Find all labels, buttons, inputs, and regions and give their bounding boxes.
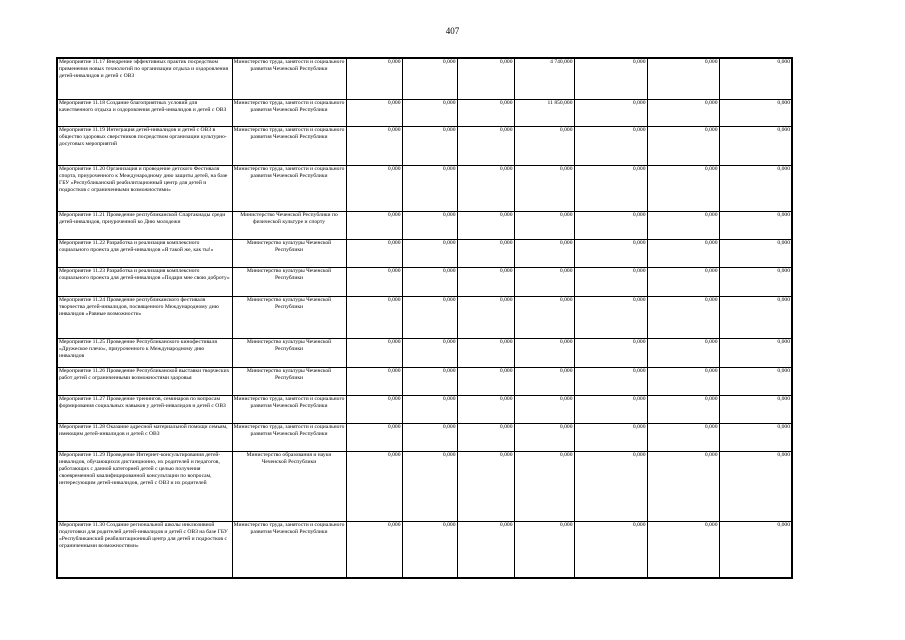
funding-value-cell: 0,000 bbox=[402, 58, 457, 99]
funding-value-cell: 0,000 bbox=[574, 211, 647, 239]
executor-cell: Министерство образования и науки Чеченской Республики bbox=[232, 451, 346, 521]
funding-value-cell: 0,000 bbox=[574, 267, 647, 296]
funding-value-cell: 0,000 bbox=[719, 395, 792, 423]
funding-value-cell: 0,000 bbox=[514, 211, 574, 239]
funding-value-cell: 0,000 bbox=[719, 126, 792, 165]
executor-cell: Министерство труда, занятости и социального развития Чеченской Республики bbox=[232, 165, 346, 211]
funding-value-cell: 0,000 bbox=[457, 239, 514, 267]
funding-value-cell: 0,000 bbox=[574, 239, 647, 267]
activity-name-cell: Мероприятие 11.21 Проведение республиканской Спартакиады среди детей-инвалидов, приуроченной ко Дню молодежи bbox=[57, 211, 232, 239]
funding-value-cell: 0,000 bbox=[647, 126, 719, 165]
activity-name-cell: Мероприятие 11.28 Оказание адресной материальной помощи семьям, имеющим детей-инвалидов и детей с ОВЗ bbox=[57, 423, 232, 451]
executor-cell: Министерство культуры Чеченской Республики bbox=[232, 296, 346, 338]
funding-value-cell: 0,000 bbox=[647, 296, 719, 338]
executor-cell: Министерство культуры Чеченской Республики bbox=[232, 338, 346, 367]
executor-cell: Министерство Чеченской Республики по физической культуре и спорту bbox=[232, 211, 346, 239]
funding-value-cell: 0,000 bbox=[457, 521, 514, 578]
funding-value-cell: 0,000 bbox=[402, 239, 457, 267]
funding-value-cell: 0,000 bbox=[346, 338, 402, 367]
funding-value-cell: 0,000 bbox=[346, 521, 402, 578]
funding-value-cell: 0,000 bbox=[457, 267, 514, 296]
executor-cell: Министерство культуры Чеченской Республики bbox=[232, 239, 346, 267]
funding-value-cell: 0,000 bbox=[514, 296, 574, 338]
executor-cell: Министерство труда, занятости и социального развития Чеченской Республики bbox=[232, 126, 346, 165]
funding-value-cell: 0,000 bbox=[457, 338, 514, 367]
funding-value-cell: 0,000 bbox=[719, 451, 792, 521]
funding-value-cell: 0,000 bbox=[346, 296, 402, 338]
funding-value-cell: 0,000 bbox=[346, 165, 402, 211]
funding-value-cell: 0,000 bbox=[346, 126, 402, 165]
funding-value-cell: 0,000 bbox=[514, 165, 574, 211]
table-row bbox=[57, 338, 792, 367]
funding-value-cell: 0,000 bbox=[574, 423, 647, 451]
funding-value-cell: 0,000 bbox=[402, 451, 457, 521]
budget-table bbox=[56, 57, 793, 579]
funding-value-cell: 0,000 bbox=[719, 296, 792, 338]
funding-value-cell: 11 850,000 bbox=[514, 99, 574, 126]
activity-name-cell: Мероприятие 11.25 Проведение Республиканского кинофестиваля «Дружеское плечо», приуроченного к Международному дню инвалидов bbox=[57, 338, 232, 367]
funding-value-cell: 0,000 bbox=[457, 367, 514, 395]
activity-name-cell: Мероприятие 11.26 Проведение Республиканской выставки творческих работ детей с ограниченными возможностями здоровья bbox=[57, 367, 232, 395]
funding-value-cell: 0,000 bbox=[514, 338, 574, 367]
funding-value-cell: 0,000 bbox=[647, 99, 719, 126]
table-row bbox=[57, 451, 792, 521]
funding-value-cell: 0,000 bbox=[514, 367, 574, 395]
table-row bbox=[57, 267, 792, 296]
executor-cell: Министерство культуры Чеченской Республики bbox=[232, 367, 346, 395]
funding-value-cell: 0,000 bbox=[574, 451, 647, 521]
table-row bbox=[57, 211, 792, 239]
funding-value-cell: 0,000 bbox=[719, 338, 792, 367]
funding-value-cell: 0,000 bbox=[647, 521, 719, 578]
funding-value-cell: 0,000 bbox=[574, 521, 647, 578]
funding-value-cell: 0,000 bbox=[647, 165, 719, 211]
funding-value-cell: 0,000 bbox=[719, 367, 792, 395]
table-row bbox=[57, 126, 792, 165]
funding-value-cell: 0,000 bbox=[647, 367, 719, 395]
funding-value-cell: 0,000 bbox=[346, 395, 402, 423]
funding-value-cell: 0,000 bbox=[574, 338, 647, 367]
funding-value-cell: 0,000 bbox=[574, 58, 647, 99]
funding-value-cell: 0,000 bbox=[514, 267, 574, 296]
funding-value-cell: 0,000 bbox=[647, 58, 719, 99]
table-row bbox=[57, 296, 792, 338]
table-row bbox=[57, 395, 792, 423]
funding-value-cell: 0,000 bbox=[574, 165, 647, 211]
activity-name-cell: Мероприятие 11.23 Разработка и реализация комплексного социального проекта для детей-инвалидов «Подари мне свою доброту» bbox=[57, 267, 232, 296]
table-row bbox=[57, 165, 792, 211]
table-row bbox=[57, 239, 792, 267]
funding-value-cell: 0,000 bbox=[402, 99, 457, 126]
table-row bbox=[57, 423, 792, 451]
funding-value-cell: 0,000 bbox=[402, 126, 457, 165]
funding-value-cell: 0,000 bbox=[647, 239, 719, 267]
funding-value-cell: 0,000 bbox=[402, 423, 457, 451]
funding-value-cell: 0,000 bbox=[457, 126, 514, 165]
funding-value-cell: 0,000 bbox=[346, 211, 402, 239]
funding-value-cell: 0,000 bbox=[514, 521, 574, 578]
funding-value-cell: 0,000 bbox=[457, 395, 514, 423]
funding-value-cell: 0,000 bbox=[647, 395, 719, 423]
funding-value-cell: 0,000 bbox=[457, 58, 514, 99]
funding-value-cell: 0,000 bbox=[647, 423, 719, 451]
funding-value-cell: 0,000 bbox=[457, 296, 514, 338]
funding-value-cell: 0,000 bbox=[647, 267, 719, 296]
funding-value-cell: 0,000 bbox=[346, 58, 402, 99]
funding-value-cell: 0,000 bbox=[719, 239, 792, 267]
funding-value-cell: 0,000 bbox=[719, 165, 792, 211]
funding-value-cell: 0,000 bbox=[574, 99, 647, 126]
activity-name-cell: Мероприятие 11.17 Внедрение эффективных практик посредством применения новых технологий по организации отдыха и оздоровления детей-инвалидов и детей с ОВЗ bbox=[57, 58, 232, 99]
funding-value-cell: 0,000 bbox=[719, 58, 792, 99]
funding-value-cell: 0,000 bbox=[719, 211, 792, 239]
executor-cell: Министерство труда, занятости и социального развития Чеченской Республики bbox=[232, 423, 346, 451]
funding-value-cell: 0,000 bbox=[346, 267, 402, 296]
table-row bbox=[57, 367, 792, 395]
funding-value-cell: 0,000 bbox=[574, 395, 647, 423]
activity-name-cell: Мероприятие 11.27 Проведение тренингов, семинаров по вопросам формирования социальных навыков у детей-инвалидов и детей с ОВЗ bbox=[57, 395, 232, 423]
page-number: 407 bbox=[445, 26, 460, 36]
funding-value-cell: 0,000 bbox=[402, 267, 457, 296]
table-row bbox=[57, 99, 792, 126]
funding-value-cell: 0,000 bbox=[514, 423, 574, 451]
funding-value-cell: 0,000 bbox=[457, 165, 514, 211]
activity-name-cell: Мероприятие 11.30 Создание региональной школы инклюзивной подготовки для родителей детей-инвалидов и детей с ОВЗ на базе ГБУ «Республиканский реабилитационный центр для детей и подростков с ограниченными возможностями» bbox=[57, 521, 232, 578]
activity-name-cell: Мероприятие 11.22 Разработка и реализация комплексного социального проекта для детей-инвалидов «Я такой же, как ты!» bbox=[57, 239, 232, 267]
funding-value-cell: 0,000 bbox=[719, 99, 792, 126]
funding-value-cell: 4 740,000 bbox=[514, 58, 574, 99]
funding-value-cell: 0,000 bbox=[647, 451, 719, 521]
table-body bbox=[57, 58, 792, 578]
funding-value-cell: 0,000 bbox=[457, 211, 514, 239]
funding-value-cell: 0,000 bbox=[514, 395, 574, 423]
funding-value-cell: 0,000 bbox=[719, 267, 792, 296]
funding-value-cell: 0,000 bbox=[647, 338, 719, 367]
funding-value-cell: 0,000 bbox=[574, 126, 647, 165]
funding-value-cell: 0,000 bbox=[514, 451, 574, 521]
funding-value-cell: 0,000 bbox=[346, 451, 402, 521]
funding-value-cell: 0,000 bbox=[514, 126, 574, 165]
executor-cell: Министерство труда, занятости и социального развития Чеченской Республики bbox=[232, 395, 346, 423]
table-row bbox=[57, 521, 792, 578]
table-row bbox=[57, 58, 792, 99]
funding-value-cell: 0,000 bbox=[346, 423, 402, 451]
funding-value-cell: 0,000 bbox=[457, 451, 514, 521]
executor-cell: Министерство труда, занятости и социального развития Чеченской Республики bbox=[232, 58, 346, 99]
funding-value-cell: 0,000 bbox=[402, 296, 457, 338]
funding-value-cell: 0,000 bbox=[402, 367, 457, 395]
activity-name-cell: Мероприятие 11.24 Проведение республиканского фестиваля творчества детей-инвалидов, посвященного Международному дню инвалидов «Равные возможности» bbox=[57, 296, 232, 338]
executor-cell: Министерство культуры Чеченской Республики bbox=[232, 267, 346, 296]
funding-value-cell: 0,000 bbox=[647, 211, 719, 239]
funding-value-cell: 0,000 bbox=[457, 99, 514, 126]
funding-value-cell: 0,000 bbox=[402, 395, 457, 423]
funding-value-cell: 0,000 bbox=[402, 211, 457, 239]
funding-value-cell: 0,000 bbox=[457, 423, 514, 451]
funding-value-cell: 0,000 bbox=[402, 338, 457, 367]
funding-value-cell: 0,000 bbox=[574, 367, 647, 395]
funding-value-cell: 0,000 bbox=[719, 521, 792, 578]
executor-cell: Министерство труда, занятости и социального развития Чеченской Республики bbox=[232, 521, 346, 578]
funding-value-cell: 0,000 bbox=[346, 239, 402, 267]
activity-name-cell: Мероприятие 11.29 Проведение Интернет-консультирования детей-инвалидов, обучающихся дистанционно, их родителей и педагогов, работающих с данной категорией детей с целью получения своевременной квалифицированной консультации по вопросам, интересующим детей-инвалидов, детей с ОВЗ и их родителей bbox=[57, 451, 232, 521]
activity-name-cell: Мероприятие 11.20 Организация и проведение детского Фестиваля спорта, приуроченного к Международному дню защиты детей, на базе ГБУ «Республиканский реабилитационный центр для детей и подростков с ограниченными возможностями» bbox=[57, 165, 232, 211]
funding-value-cell: 0,000 bbox=[719, 423, 792, 451]
funding-value-cell: 0,000 bbox=[514, 239, 574, 267]
funding-value-cell: 0,000 bbox=[574, 296, 647, 338]
funding-value-cell: 0,000 bbox=[402, 521, 457, 578]
funding-value-cell: 0,000 bbox=[346, 367, 402, 395]
activity-name-cell: Мероприятие 11.19 Интеграция детей-инвалидов и детей с ОВЗ в общество здоровых сверстников посредством организации культурно-досуговых мероприятий bbox=[57, 126, 232, 165]
executor-cell: Министерство труда, занятости и социального развития Чеченской Республики bbox=[232, 99, 346, 126]
activity-name-cell: Мероприятие 11.18 Создание благоприятных условий для качественного отдыха и оздоровления детей-инвалидов и детей с ОВЗ bbox=[57, 99, 232, 126]
funding-value-cell: 0,000 bbox=[402, 165, 457, 211]
funding-value-cell: 0,000 bbox=[346, 99, 402, 126]
